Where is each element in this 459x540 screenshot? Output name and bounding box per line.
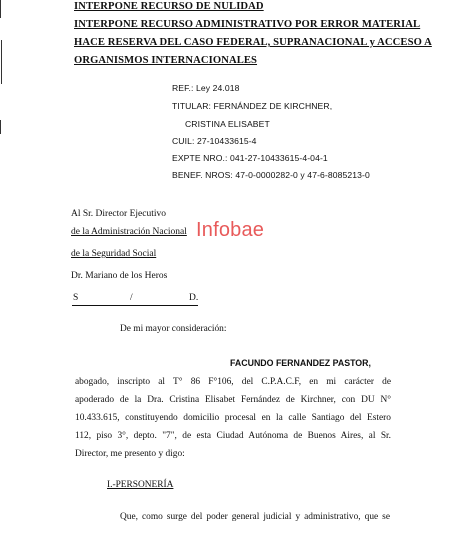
- presenter-name: FACUNDO FERNANDEZ PASTOR,: [230, 358, 371, 368]
- sd-s: S: [73, 293, 79, 303]
- ref-titular: TITULAR: FERNÁNDEZ DE KIRCHNER,: [172, 101, 333, 111]
- addressee-line-2: de la Administración Nacional: [71, 227, 187, 237]
- ref-law: REF.: Ley 24.018: [172, 83, 240, 93]
- paragraph-line-3: 10.433.615, constituyendo domicilio procesal en la calle Santiago del Estero: [75, 413, 391, 423]
- header-line-2: INTERPONE RECURSO ADMINISTRATIVO POR ERROR MATERIAL: [74, 19, 421, 30]
- header-line-3: HACE RESERVA DEL CASO FEDERAL, SUPRANACIONAL y ACCESO A: [74, 37, 432, 48]
- header-line-1: INTERPONE RECURSO DE NULIDAD: [74, 1, 264, 12]
- infobae-watermark: Infobae: [196, 219, 265, 241]
- sd-underline: [72, 293, 198, 306]
- addressee-line-4: Dr. Mariano de los Heros: [71, 271, 168, 281]
- section-text: Que, como surge del poder general judicial y administrativo, que se: [120, 512, 390, 522]
- ref-cuil: CUIL: 27-10433615-4: [172, 136, 257, 146]
- header-line-4: ORGANISMOS INTERNACIONALES: [74, 55, 258, 66]
- addressee-line-1: Al Sr. Director Ejecutivo: [71, 209, 166, 219]
- ref-benef: BENEF. NROS: 47-0-0000282-0 y 47-6-8085213-0: [172, 170, 370, 180]
- scan-edge-mark: [0, 0, 1, 18]
- sd-slash: /: [130, 293, 133, 303]
- paragraph-line-2: apoderado de la Dra. Cristina Elisabet Fernández de Kirchner, con DU N°: [75, 395, 391, 405]
- ref-expte: EXPTE NRO.: 041-27-10433615-4-04-1: [172, 153, 328, 163]
- ref-titular-name: CRISTINA ELISABET: [185, 119, 270, 129]
- section-title: I.-PERSONERÍA: [107, 480, 174, 490]
- scan-edge-mark: [0, 120, 1, 134]
- paragraph-line-1: abogado, inscripto al T° 86 F°106, del C.P.A.C.F, en mi carácter de: [75, 377, 391, 387]
- paragraph-line-4: 112, piso 3°, depto. "7", de esta Ciudad Autónoma de Buenos Aires, al Sr.: [75, 431, 391, 441]
- sd-d: D.: [189, 293, 199, 303]
- paragraph-line-5: Director, me presento y digo:: [75, 449, 185, 459]
- scan-edge-mark: [1, 40, 2, 84]
- greeting: De mi mayor consideración:: [120, 324, 227, 334]
- addressee-line-3: de la Seguridad Social: [71, 249, 157, 259]
